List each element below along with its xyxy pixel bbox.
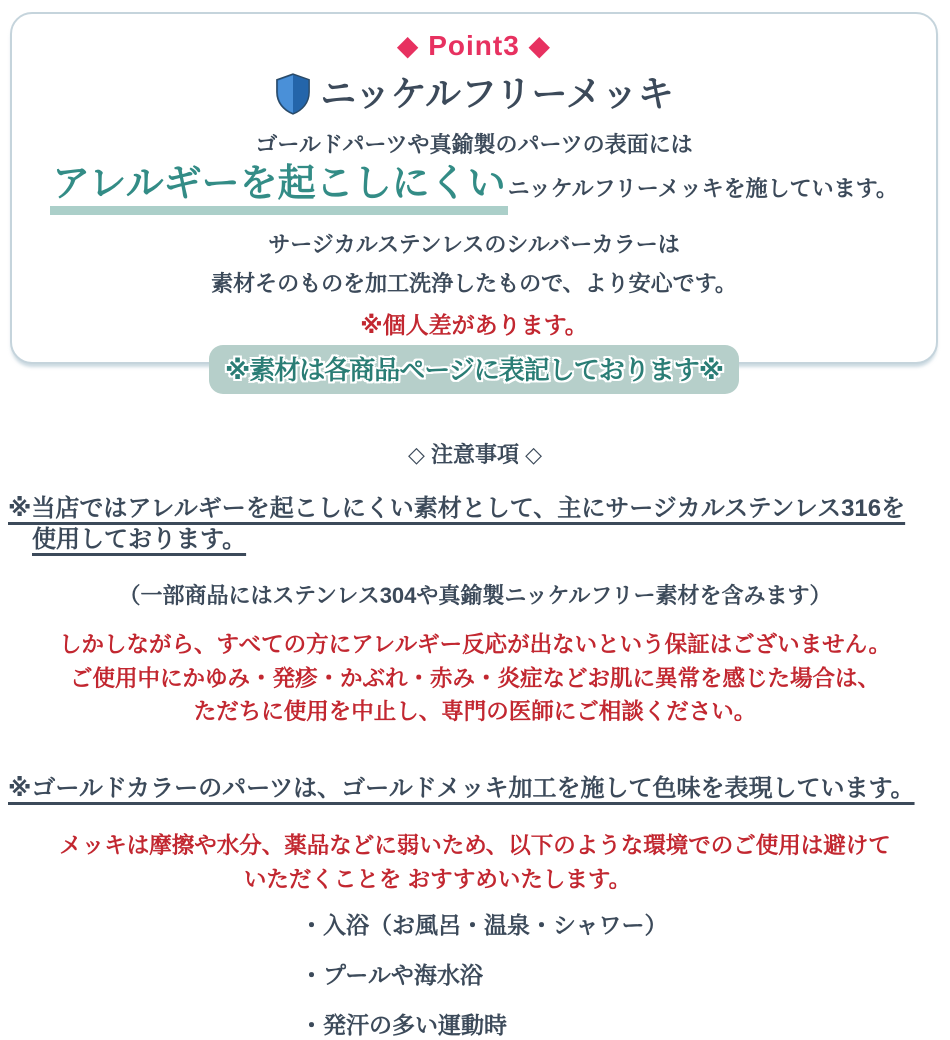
plating-warning-line-2: いただくことを おすすめいたします。 bbox=[243, 867, 632, 893]
individual-difference-note: ※個人差があります。 bbox=[360, 312, 588, 339]
point3-title-row bbox=[12, 70, 936, 116]
highlight-suffix: ニッケルフリーメッキを施しています。 bbox=[507, 176, 898, 202]
point3-card bbox=[10, 12, 938, 386]
highlight-line bbox=[12, 165, 936, 215]
point3-badge: ◆ Point3 ◆ bbox=[396, 30, 552, 61]
allergy-warning-line-3: ただちに使用を中止し、専門の医師にご相談ください。 bbox=[193, 698, 757, 724]
detail-line-2: 素材そのものを加工洗浄したもので、より安心です。 bbox=[211, 271, 737, 297]
material-page-pill: ※素材は各商品ページに表記しております※ bbox=[209, 345, 739, 394]
avoid-list bbox=[0, 911, 950, 1040]
avoid-item-pool: ・プールや海水浴 bbox=[300, 961, 483, 988]
point3-title: ニッケルフリーメッキ bbox=[320, 72, 674, 114]
plating-warning bbox=[0, 829, 950, 897]
shield-icon bbox=[274, 72, 312, 116]
sub-note: （一部商品にはステンレス304や真鍮製ニッケルフリー素材を含みます） bbox=[118, 583, 832, 609]
allergy-warning-line-2: ご使用中にかゆみ・発疹・かぶれ・赤み・炎症などお肌に異常を感じた場合は、 bbox=[69, 665, 880, 691]
intro-line: ゴールドパーツや真鍮製のパーツの表面には bbox=[255, 132, 693, 158]
allergy-warning bbox=[0, 628, 950, 728]
gold-note-text: ※ゴールドカラーのパーツは、ゴールドメッキ加工を施して色味を表現しています。 bbox=[8, 775, 915, 803]
plating-warning-line-1: メッキは摩擦や水分、薬品などに弱いため、以下のような環境でのご使用は避けて bbox=[59, 833, 891, 859]
detail-line-1: サージカルステンレスのシルバーカラーは bbox=[268, 232, 680, 258]
avoid-item-bathing: ・入浴（お風呂・温泉・シャワー） bbox=[300, 911, 668, 938]
notice-heading: ◇ 注意事項 ◇ bbox=[407, 442, 543, 467]
gold-note bbox=[0, 768, 950, 803]
avoid-item-exercise: ・発汗の多い運動時 bbox=[300, 1011, 507, 1038]
allergy-warning-line-1: しかしながら、すべての方にアレルギー反応が出ないという保証はございません。 bbox=[59, 632, 891, 658]
highlight-text: アレルギーを起こしにくい bbox=[50, 165, 508, 215]
material-note-line-1: ※当店ではアレルギーを起こしにくい素材として、主にサージカルステンレス316を bbox=[8, 495, 906, 522]
material-note-line-2: 使用しております。 bbox=[32, 526, 247, 554]
material-note bbox=[0, 493, 950, 555]
